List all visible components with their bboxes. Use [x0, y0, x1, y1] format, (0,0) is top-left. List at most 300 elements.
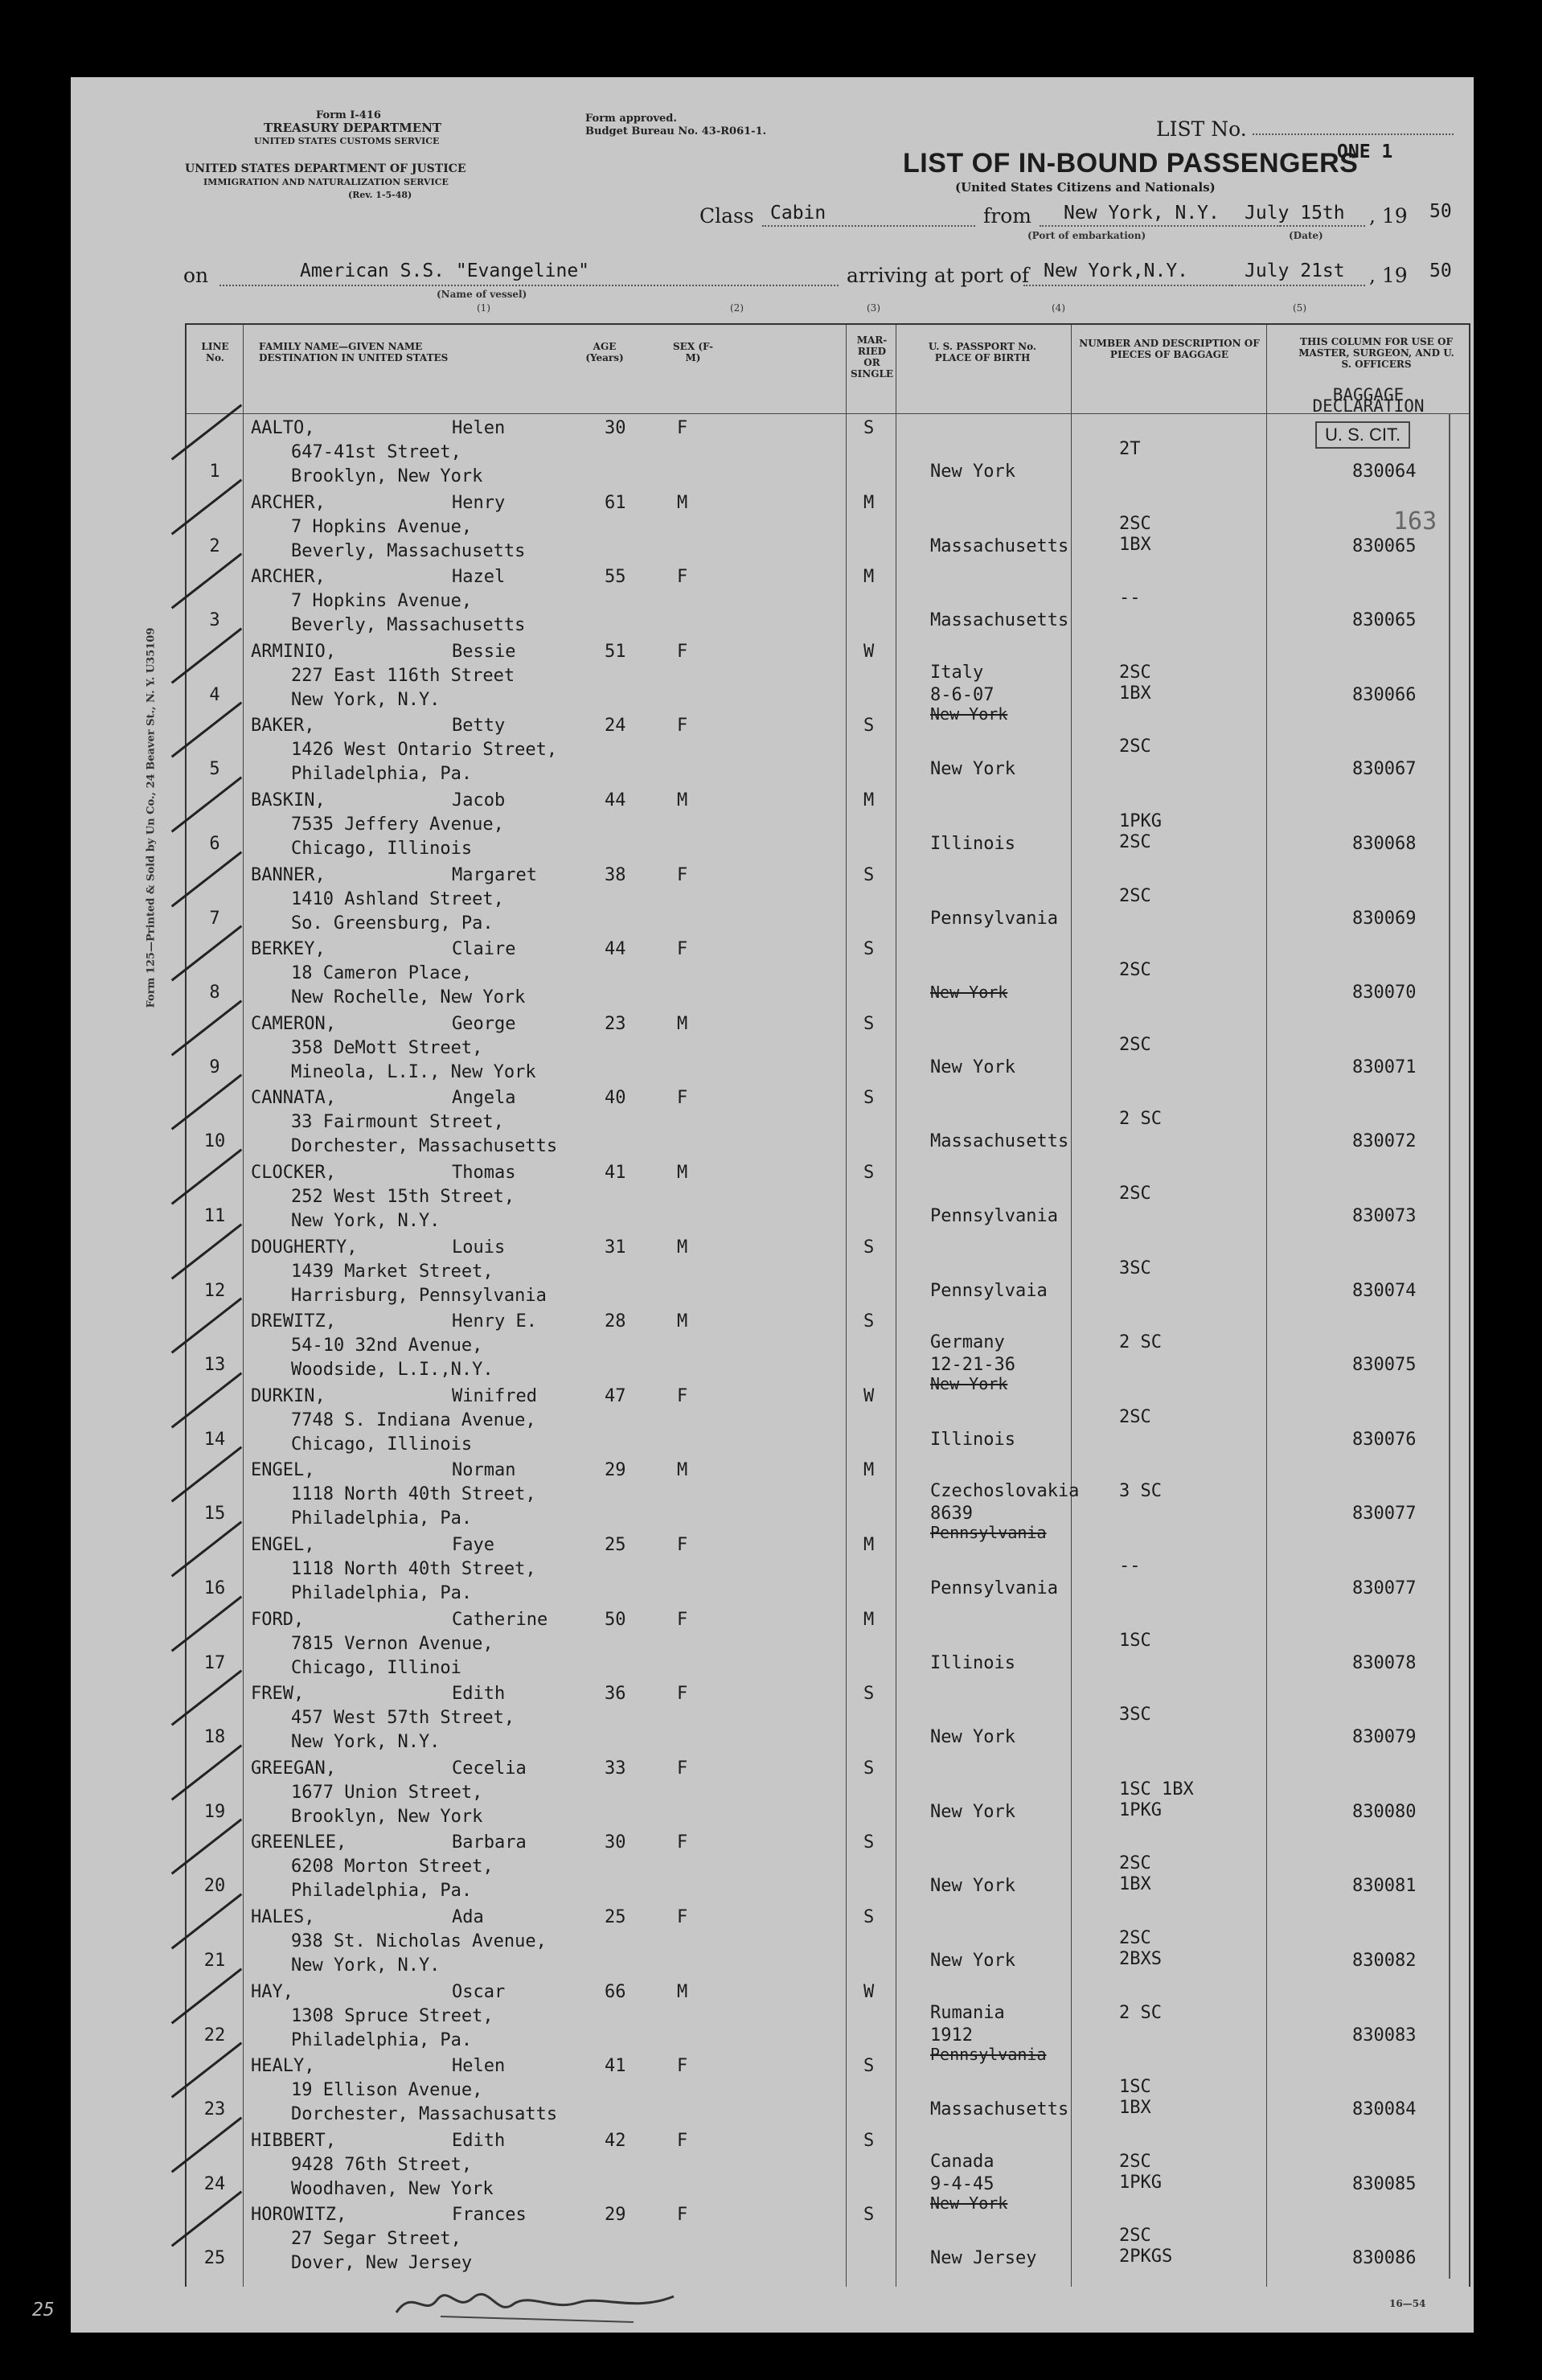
passenger-sex: F — [677, 1609, 688, 1630]
table-row — [187, 1085, 1469, 1159]
line-number: 18 — [203, 1727, 226, 1748]
line-number: 17 — [203, 1652, 226, 1673]
table-row — [187, 2128, 1469, 2213]
passenger-given-name: Winifred — [452, 1385, 537, 1406]
hdr-married: MAR-RIED OR SINGLE — [850, 334, 894, 380]
address-line-1: 7 Hopkins Avenue, — [291, 591, 473, 612]
baggage-declaration-no: 830078 — [1352, 1652, 1417, 1673]
table-row — [187, 712, 1469, 787]
birthplace-line-2: Pennsylvania — [930, 908, 1058, 929]
class-label: Class — [699, 204, 754, 228]
address-line-1: 1426 West Ontario Street, — [291, 740, 558, 761]
passenger-age: 30 — [605, 418, 626, 438]
marital-status: M — [863, 567, 875, 588]
line-number: 3 — [209, 610, 220, 631]
address-line-2: Philadelphia, Pa. — [291, 1881, 473, 1902]
baggage-declaration-no: 830064 — [1352, 462, 1417, 482]
baggage-line-1: 2SC — [1119, 1034, 1151, 1055]
passenger-given-name: Catherine — [452, 1609, 548, 1630]
hdr-age: AGE (Years) — [585, 341, 624, 363]
hdr-name: FAMILY NAME—GIVEN NAME DESTINATION IN UNITED STATES — [259, 341, 449, 363]
passenger-age: 41 — [605, 2056, 626, 2077]
customs-service: UNITED STATES CUSTOMS SERVICE — [254, 136, 440, 146]
passenger-sex: F — [677, 1832, 688, 1853]
footer-number: 16—54 — [1389, 2298, 1426, 2309]
address-line-1: 54-10 32nd Avenue, — [291, 1336, 483, 1356]
form-approved: Form approved. — [585, 113, 677, 125]
birthplace-line-2: Massachusetts — [930, 2099, 1069, 2120]
passenger-age: 51 — [605, 641, 626, 662]
birthplace-line-2: Massachusetts — [930, 1131, 1069, 1152]
birthplace-line-2: 1912 — [930, 2025, 973, 2046]
birthplace-line-2: 9-4-45 — [930, 2173, 995, 2194]
baggage-line-2: 1BX — [1119, 2098, 1151, 2119]
passenger-surname: FREW, — [251, 1684, 305, 1705]
passenger-sex: F — [677, 1758, 688, 1779]
birthplace-line-2: 12-21-36 — [930, 1355, 1015, 1376]
embark-port: New York, N.Y. — [1064, 203, 1220, 224]
passenger-given-name: Oscar — [452, 1981, 506, 2002]
address-line-1: 1410 Ashland Street, — [291, 888, 504, 909]
page-mark: ONE 1 — [1337, 142, 1393, 162]
baggage-line-1: 1SC 1BX — [1119, 1779, 1194, 1799]
address-line-1: 358 DeMott Street, — [291, 1037, 483, 1058]
passenger-given-name: George — [452, 1013, 516, 1034]
treasury-dept: TREASURY DEPARTMENT — [264, 121, 442, 135]
passenger-given-name: Norman — [452, 1460, 516, 1481]
col-num-5: (5) — [1293, 302, 1306, 314]
birthplace-struck: Pennsylvania — [930, 2044, 1047, 2064]
address-line-1: 7 Hopkins Avenue, — [291, 516, 473, 537]
passenger-sex: F — [677, 939, 688, 960]
table-row — [187, 1755, 1469, 1830]
birthplace-line-2: New York — [930, 462, 1015, 482]
table-row — [187, 1234, 1469, 1309]
passenger-sex: F — [677, 418, 688, 438]
line-number: 9 — [209, 1057, 220, 1077]
baggage-declaration-no: 830065 — [1352, 536, 1417, 556]
passenger-surname: GREEGAN, — [251, 1758, 336, 1779]
birthplace-line-2: New York — [930, 1951, 1015, 1971]
table-row — [187, 490, 1469, 564]
marital-status: S — [863, 418, 875, 438]
baggage-line-2: 1PKG — [1119, 2172, 1162, 2193]
passenger-sex: F — [677, 2205, 688, 2226]
baggage-declaration-no: 830077 — [1352, 1578, 1417, 1598]
baggage-line-1: 2SC — [1119, 1406, 1151, 1427]
birthplace-line-2: 8-6-07 — [930, 684, 995, 705]
address-line-2: Harrisburg, Pennsylvania — [291, 1285, 547, 1306]
baggage-declaration-no: 830081 — [1352, 1876, 1417, 1897]
justice-dept: UNITED STATES DEPARTMENT OF JUSTICE — [185, 162, 466, 175]
baggage-line-2: 1BX — [1119, 534, 1151, 555]
passenger-given-name: Henry E. — [452, 1311, 537, 1332]
baggage-line-1: 2SC — [1119, 2226, 1151, 2247]
passenger-surname: BASKIN, — [251, 790, 326, 810]
marital-status: S — [863, 2130, 875, 2151]
passenger-given-name: Frances — [452, 2205, 527, 2226]
address-line-1: 7535 Jeffery Avenue, — [291, 815, 504, 835]
passenger-sex: M — [677, 1013, 688, 1034]
passenger-age: 33 — [605, 1758, 626, 1779]
birthplace-line-2: Illinois — [930, 834, 1015, 854]
baggage-declaration-no: 830068 — [1352, 834, 1417, 854]
address-line-2: Beverly, Massachusetts — [291, 615, 526, 636]
passenger-surname: DOUGHERTY, — [251, 1237, 358, 1258]
marital-status: S — [863, 1013, 875, 1034]
check-tick-mark — [171, 404, 243, 460]
baggage-line-1: 2 SC — [1119, 2002, 1162, 2023]
baggage-line-1: 2SC — [1119, 737, 1151, 757]
address-line-2: Mineola, L.I., New York — [291, 1061, 536, 1082]
baggage-declaration-no: 830067 — [1352, 759, 1417, 780]
passenger-given-name: Helen — [452, 418, 506, 438]
baggage-line-1: 2SC — [1119, 885, 1151, 906]
ins-service: IMMIGRATION AND NATURALIZATION SERVICE — [203, 177, 449, 187]
baggage-line-1: 2SC — [1119, 1928, 1151, 1948]
table-row — [187, 2202, 1469, 2276]
birthplace-struck: New York — [930, 983, 1008, 1003]
passenger-age: 25 — [605, 1907, 626, 1927]
baggage-declaration-no: 830083 — [1352, 2025, 1417, 2046]
budget-bureau: Budget Bureau No. 43-R061-1. — [585, 125, 767, 137]
table-row — [187, 1159, 1469, 1234]
passenger-age: 29 — [605, 1460, 626, 1481]
table-row — [187, 1904, 1469, 1979]
class-value: Cabin — [770, 203, 826, 224]
manifest-sheet — [71, 77, 1474, 2333]
passenger-given-name: Angela — [452, 1088, 516, 1109]
passenger-age: 29 — [605, 2205, 626, 2226]
passenger-sex: F — [677, 641, 688, 662]
birthplace-struck: New York — [930, 1374, 1008, 1394]
birthplace-line-2: New York — [930, 1727, 1015, 1748]
passenger-given-name: Barbara — [452, 1832, 527, 1853]
birthplace-line-1: Canada — [930, 2151, 995, 2172]
baggage-line-1: 2SC — [1119, 1853, 1151, 1874]
passenger-age: 55 — [605, 567, 626, 588]
passenger-age: 50 — [605, 1609, 626, 1630]
passenger-given-name: Faye — [452, 1535, 494, 1555]
passenger-surname: HOROWITZ, — [251, 2205, 347, 2226]
baggage-declaration-no: 830080 — [1352, 1801, 1417, 1822]
baggage-line-1: 2 SC — [1119, 1109, 1162, 1130]
marital-status: S — [863, 1311, 875, 1332]
baggage-line-2: 2PKGS — [1119, 2247, 1173, 2267]
address-line-2: Brooklyn, New York — [291, 1806, 483, 1827]
arrival-date-dots — [1228, 285, 1365, 286]
passenger-age: 28 — [605, 1311, 626, 1332]
marital-status: W — [863, 1981, 875, 2002]
arrival-year-prefix: , 19 — [1369, 264, 1408, 287]
passenger-surname: GREENLEE, — [251, 1832, 347, 1853]
birthplace-line-1: Czechoslovakia — [930, 1481, 1080, 1502]
table-row — [187, 1383, 1469, 1458]
passenger-given-name: Jacob — [452, 790, 506, 810]
line-number: 5 — [209, 759, 220, 780]
baggage-declaration-no: 830075 — [1352, 1355, 1417, 1376]
line-number: 8 — [209, 983, 220, 1003]
passenger-surname: HALES, — [251, 1907, 315, 1927]
passenger-sex: M — [677, 1981, 688, 2002]
baggage-line-1: -- — [1119, 588, 1141, 609]
baggage-declaration-no: 830085 — [1352, 2173, 1417, 2194]
address-line-2: Chicago, Illinoi — [291, 1657, 461, 1678]
passenger-age: 42 — [605, 2130, 626, 2151]
address-line-2: Brooklyn, New York — [291, 466, 483, 486]
baggage-line-1: 1PKG — [1119, 811, 1162, 831]
birthplace-line-2: Pennsylvaia — [930, 1280, 1048, 1301]
baggage-line-1: 2 SC — [1119, 1332, 1162, 1353]
passenger-surname: CANNATA, — [251, 1088, 336, 1109]
passenger-age: 40 — [605, 1088, 626, 1109]
table-row — [187, 415, 1469, 490]
list-no-label: LIST No. — [1156, 117, 1247, 141]
line-number: 22 — [203, 2025, 226, 2046]
baggage-line-2: 1PKG — [1119, 1799, 1162, 1820]
passenger-age: 44 — [605, 939, 626, 960]
marital-status: S — [863, 2205, 875, 2226]
revision: (Rev. 1-5-48) — [348, 190, 412, 200]
address-line-2: New York, N.Y. — [291, 689, 441, 710]
passenger-age: 61 — [605, 492, 626, 513]
birthplace-struck: New York — [930, 2193, 1008, 2213]
vessel-dots — [219, 285, 839, 286]
passenger-sex: F — [677, 716, 688, 737]
baggage-declaration-no: 830073 — [1352, 1206, 1417, 1226]
passenger-surname: BANNER, — [251, 864, 326, 885]
passenger-given-name: Edith — [452, 2130, 506, 2151]
address-line-1: 1118 North 40th Street, — [291, 1559, 536, 1579]
passenger-given-name: Ada — [452, 1907, 484, 1927]
class-dots — [762, 225, 975, 227]
hdr-baggage: NUMBER AND DESCRIPTION OF PIECES OF BAGGAGE — [1079, 338, 1260, 360]
header-rule — [187, 413, 1469, 414]
baggage-line-1: 1SC — [1119, 1630, 1151, 1651]
marital-status: M — [863, 1535, 875, 1555]
passenger-age: 44 — [605, 790, 626, 810]
passenger-given-name: Henry — [452, 492, 506, 513]
marital-status: S — [863, 1758, 875, 1779]
hdr-officers: THIS COLUMN FOR USE OF MASTER, SURGEON, AND U. S. OFFICERS — [1298, 336, 1454, 370]
line-number: 24 — [203, 2173, 226, 2194]
address-line-1: 27 Segar Street, — [291, 2229, 461, 2250]
col-num-3: (3) — [867, 302, 880, 314]
table-row — [187, 787, 1469, 862]
line-number: 23 — [203, 2099, 226, 2120]
marital-status: M — [863, 790, 875, 810]
passenger-sex: M — [677, 1311, 688, 1332]
passenger-surname: FORD, — [251, 1609, 305, 1630]
table-row — [187, 1532, 1469, 1606]
year-prefix: , 19 — [1369, 204, 1408, 228]
passenger-given-name: Cecelia — [452, 1758, 527, 1779]
birthplace-struck: New York — [930, 704, 1008, 724]
passenger-surname: ARMINIO, — [251, 641, 336, 662]
birthplace-line-2: New York — [930, 759, 1015, 780]
birthplace-line-2: Pennsylvania — [930, 1578, 1058, 1598]
table-row — [187, 1606, 1469, 1681]
passenger-surname: HIBBERT, — [251, 2130, 336, 2151]
baggage-line-2: 1BX — [1119, 683, 1151, 704]
address-line-2: New York, N.Y. — [291, 1211, 441, 1231]
line-number: 13 — [203, 1355, 226, 1376]
address-line-1: 9428 76th Street, — [291, 2154, 473, 2175]
birthplace-line-2: Illinois — [930, 1652, 1015, 1673]
baggage-declaration-no: 830076 — [1352, 1429, 1417, 1450]
address-line-1: 647-41st Street, — [291, 442, 461, 462]
signature-scribble — [392, 2280, 682, 2329]
passenger-age: 30 — [605, 1832, 626, 1853]
hdr-line-no: LINE No. — [201, 341, 229, 363]
address-line-2: Philadelphia, Pa. — [291, 1508, 473, 1529]
passenger-sex: F — [677, 1088, 688, 1109]
address-line-2: Philadelphia, Pa. — [291, 2029, 473, 2050]
line-number: 6 — [209, 834, 220, 854]
baggage-declaration-no: 830070 — [1352, 983, 1417, 1003]
address-line-2: Chicago, Illinois — [291, 1434, 473, 1455]
address-line-2: Philadelphia, Pa. — [291, 764, 473, 785]
passenger-surname: ARCHER, — [251, 492, 326, 513]
address-line-1: 1677 Union Street, — [291, 1782, 483, 1803]
marital-status: W — [863, 1385, 875, 1406]
pencil-rule — [1449, 413, 1450, 2279]
on-label: on — [183, 264, 209, 287]
marital-status: S — [863, 939, 875, 960]
baggage-declaration-no: 830071 — [1352, 1057, 1417, 1077]
line-number: 20 — [203, 1876, 226, 1897]
passenger-sex: F — [677, 864, 688, 885]
baggage-declaration-no: 830069 — [1352, 908, 1417, 929]
baggage-declaration-no: 830086 — [1352, 2248, 1417, 2269]
vessel-name: American S.S. "Evangeline" — [300, 261, 590, 281]
form-number: Form I-416 — [316, 109, 381, 121]
passenger-given-name: Edith — [452, 1684, 506, 1705]
baggage-declaration-no: 830065 — [1352, 610, 1417, 631]
passenger-given-name: Betty — [452, 716, 506, 737]
address-line-2: Chicago, Illinois — [291, 839, 473, 859]
embark-year: 50 — [1429, 201, 1452, 222]
marital-status: M — [863, 1460, 875, 1481]
from-label: from — [983, 204, 1031, 228]
birthplace-struck: Pennsylvania — [930, 1523, 1047, 1543]
date-dots — [1228, 225, 1365, 227]
birthplace-line-2: New York — [930, 1876, 1015, 1897]
baggage-declaration-no: 830077 — [1352, 1504, 1417, 1524]
passenger-given-name: Thomas — [452, 1163, 516, 1183]
baggage-line-2: 2BXS — [1119, 1949, 1162, 1969]
passenger-sex: F — [677, 2056, 688, 2077]
table-row — [187, 1979, 1469, 2064]
marital-status: S — [863, 864, 875, 885]
address-line-2: Woodside, L.I.,N.Y. — [291, 1360, 494, 1381]
line-number: 7 — [209, 908, 220, 929]
birthplace-line-1: Germany — [930, 1332, 1005, 1353]
passenger-age: 41 — [605, 1163, 626, 1183]
address-line-1: 1308 Spruce Street, — [291, 2005, 494, 2026]
birthplace-line-2: Massachusetts — [930, 610, 1069, 631]
marital-status: S — [863, 1684, 875, 1705]
table-row — [187, 1680, 1469, 1755]
baggage-declaration-no: 830079 — [1352, 1727, 1417, 1748]
passenger-given-name: Margaret — [452, 864, 537, 885]
corner-mark: 25 — [32, 2300, 55, 2320]
address-line-2: Dorchester, Massachusatts — [291, 2104, 558, 2125]
baggage-line-1: 2T — [1119, 439, 1141, 459]
baggage-line-1: 3SC — [1119, 1705, 1151, 1726]
baggage-line-1: 2SC — [1119, 2151, 1151, 2172]
line-number: 1 — [209, 462, 220, 482]
address-line-2: New York, N.Y. — [291, 1955, 441, 1976]
arrival-year: 50 — [1429, 261, 1452, 281]
birthplace-line-2: New York — [930, 1801, 1015, 1822]
passenger-sex: M — [677, 492, 688, 513]
passenger-sex: M — [677, 1237, 688, 1258]
passenger-sex: F — [677, 1385, 688, 1406]
baggage-line-1: 2SC — [1119, 1184, 1151, 1204]
address-line-1: 7748 S. Indiana Avenue, — [291, 1410, 536, 1430]
passenger-given-name: Hazel — [452, 567, 506, 588]
address-line-1: 938 St. Nicholas Avenue, — [291, 1931, 547, 1951]
table-row — [187, 936, 1469, 1011]
passenger-sex: F — [677, 567, 688, 588]
passenger-surname: DURKIN, — [251, 1385, 326, 1406]
address-line-1: 1118 North 40th Street, — [291, 1484, 536, 1505]
passenger-age: 38 — [605, 864, 626, 885]
table-row — [187, 1011, 1469, 1085]
passenger-surname: BAKER, — [251, 716, 315, 737]
baggage-declaration-no: 830074 — [1352, 1280, 1417, 1301]
passenger-sex: M — [677, 1460, 688, 1481]
passenger-given-name: Claire — [452, 939, 516, 960]
birthplace-line-2: New York — [930, 1057, 1015, 1077]
address-line-1: 19 Ellison Avenue, — [291, 2080, 483, 2101]
baggage-line-1: 1SC — [1119, 2077, 1151, 2098]
passenger-surname: DREWITZ, — [251, 1311, 336, 1332]
passenger-surname: AALTO, — [251, 418, 315, 438]
line-number: 2 — [209, 536, 220, 556]
line-number: 10 — [203, 1131, 226, 1152]
passenger-sex: M — [677, 790, 688, 810]
port-caption: (Port of embarkation) — [1027, 230, 1146, 241]
address-line-2: Dover, New Jersey — [291, 2253, 473, 2274]
address-line-1: 1439 Market Street, — [291, 1261, 494, 1282]
address-line-2: New York, N.Y. — [291, 1732, 441, 1753]
list-no-dots — [1253, 133, 1454, 135]
margin-number: 163 — [1393, 507, 1437, 536]
hdr-passport: U. S. PASSPORT No. PLACE OF BIRTH — [928, 341, 1037, 363]
baggage-line-2: 1BX — [1119, 1874, 1151, 1895]
line-number: 15 — [203, 1504, 226, 1524]
hdr-baggage-decl: BAGGAGE DECLARATION — [1312, 385, 1425, 416]
line-number: 14 — [203, 1429, 226, 1450]
marital-status: S — [863, 1237, 875, 1258]
passenger-age: 23 — [605, 1013, 626, 1034]
marital-status: M — [863, 1609, 875, 1630]
address-line-2: Philadelphia, Pa. — [291, 1583, 473, 1603]
baggage-line-1: 2SC — [1119, 513, 1151, 534]
address-line-1: 33 Fairmount Street, — [291, 1112, 504, 1133]
birthplace-line-1: Italy — [930, 662, 984, 683]
passenger-surname: HAY, — [251, 1981, 293, 2002]
baggage-declaration-no: 830084 — [1352, 2099, 1417, 2120]
line-number: 11 — [203, 1206, 226, 1226]
table-row — [187, 1457, 1469, 1543]
passenger-surname: HEALY, — [251, 2056, 315, 2077]
col-num-4: (4) — [1052, 302, 1065, 314]
line-number: 19 — [203, 1801, 226, 1822]
line-number: 16 — [203, 1578, 226, 1598]
